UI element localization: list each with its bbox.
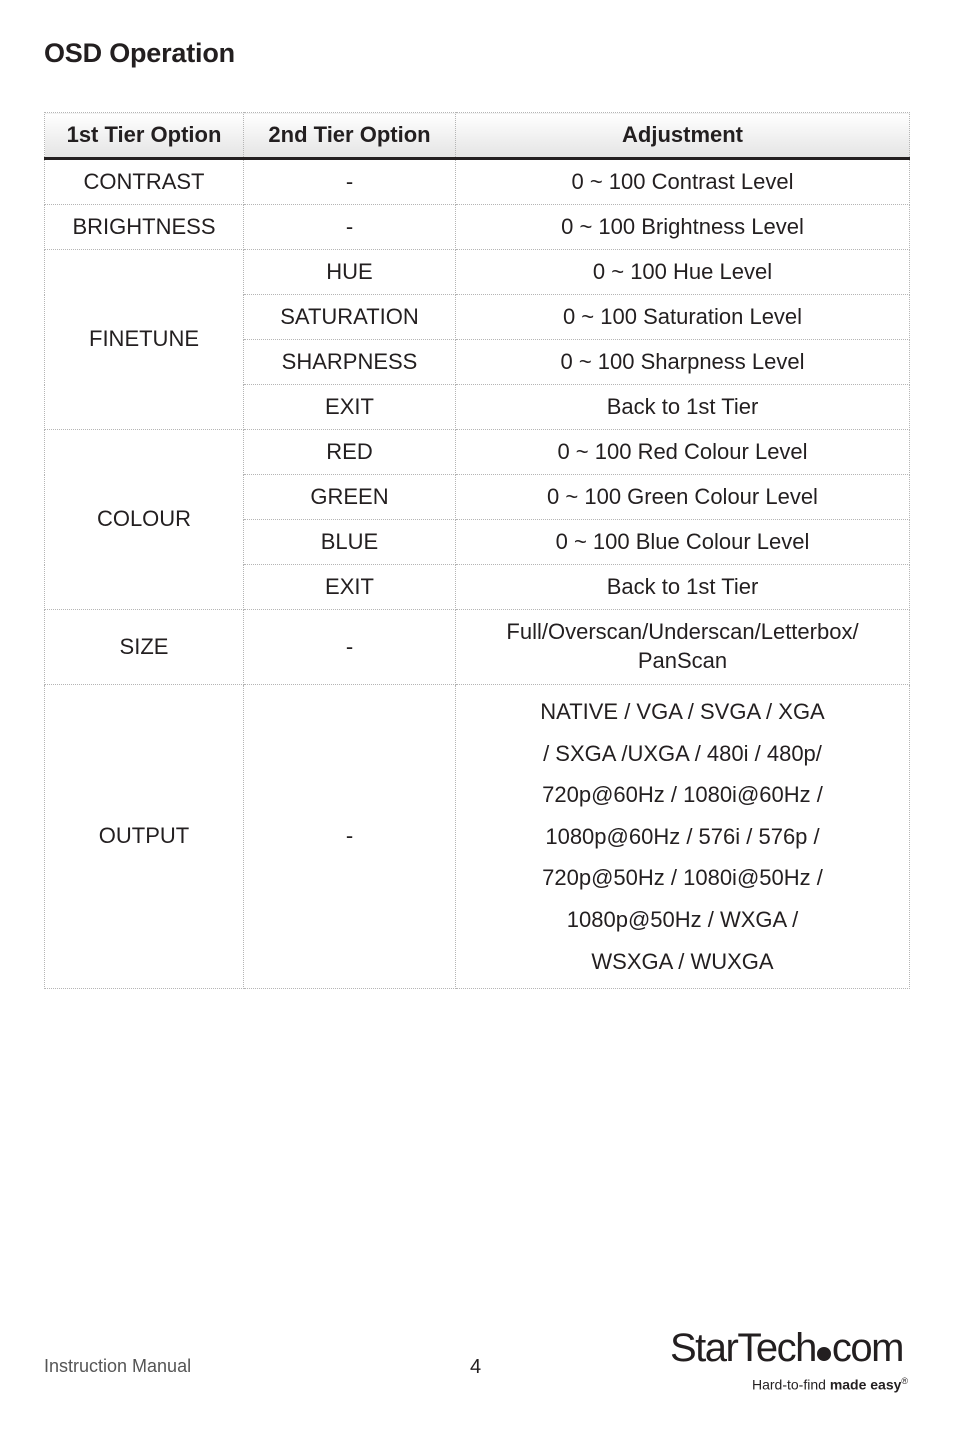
adjustment-cell: 0 ~ 100 Blue Colour Level [456,520,910,565]
adjustment-line: Full/Overscan/Underscan/Letterbox/ [506,619,859,645]
logo-main-text: StarTech [670,1326,816,1370]
adjustment-line: 1080p@60Hz / 576i / 576p / [545,823,820,849]
tier2-cell: HUE [244,250,456,295]
startech-logo [670,1326,920,1401]
adjustment-cell [456,610,910,685]
tier2-cell: - [244,685,456,989]
tier2-cell: - [244,205,456,250]
osd-table [44,112,910,989]
page-number: 4 [470,1356,482,1378]
header-1st-tier: 1st Tier Option [45,113,244,159]
tier1-cell: BRIGHTNESS [45,205,244,250]
table-row [45,685,910,989]
adjustment-line: NATIVE / VGA / SVGA / XGA [540,699,825,724]
logo-tag-bold: made easy [829,1376,902,1393]
logo-com-text: com [831,1326,903,1370]
table-row [45,205,910,250]
adjustment-cell: 0 ~ 100 Contrast Level [456,159,910,205]
tier2-cell: - [244,159,456,205]
adjustment-cell: Back to 1st Tier [456,565,910,610]
adjustment-line: / SXGA /UXGA / 480i / 480p/ [543,740,822,766]
header-adjustment: Adjustment [456,113,910,159]
logo-tagline [752,1376,908,1393]
tier2-cell: SHARPNESS [244,340,456,385]
logo-dot-icon [817,1347,831,1361]
tier2-cell: GREEN [244,475,456,520]
tier2-cell: - [244,610,456,685]
tier1-cell: FINETUNE [45,250,244,430]
table-row [45,159,910,205]
adjustment-cell: 0 ~ 100 Sharpness Level [456,340,910,385]
tier2-cell: RED [244,430,456,475]
adjustment-cell: 0 ~ 100 Hue Level [456,250,910,295]
adjustment-cell: 0 ~ 100 Brightness Level [456,205,910,250]
footer-manual-label: Instruction Manual [44,1356,192,1376]
table-row [45,430,910,475]
header-2nd-tier: 2nd Tier Option [244,113,456,159]
tier1-cell: OUTPUT [45,685,244,989]
adjustment-line: WSXGA / WUXGA [591,948,774,974]
adjustment-line: 720p@50Hz / 1080i@50Hz / [542,865,823,891]
tier1-cell: SIZE [45,610,244,685]
tier2-cell: EXIT [244,565,456,610]
tier2-cell: BLUE [244,520,456,565]
tier1-cell: CONTRAST [45,159,244,205]
table-row [45,250,910,295]
logo-wordmark [670,1326,903,1371]
logo-registered-mark: ® [901,1376,909,1386]
tier2-cell: SATURATION [244,295,456,340]
adjustment-line: PanScan [637,648,728,673]
adjustment-cell: 0 ~ 100 Green Colour Level [456,475,910,520]
adjustment-line: 720p@60Hz / 1080i@60Hz / [542,782,823,808]
page-title: OSD Operation [44,38,235,68]
adjustment-cell: 0 ~ 100 Red Colour Level [456,430,910,475]
tier2-cell: EXIT [244,385,456,430]
table-header-row [45,113,910,159]
tier1-cell: COLOUR [45,430,244,610]
table-row [45,610,910,685]
adjustment-line: 1080p@50Hz / WXGA / [566,906,799,932]
logo-tag-regular: Hard-to-find [752,1376,830,1393]
adjustment-cell: Back to 1st Tier [456,385,910,430]
adjustment-cell: 0 ~ 100 Saturation Level [456,295,910,340]
adjustment-cell [456,685,910,989]
